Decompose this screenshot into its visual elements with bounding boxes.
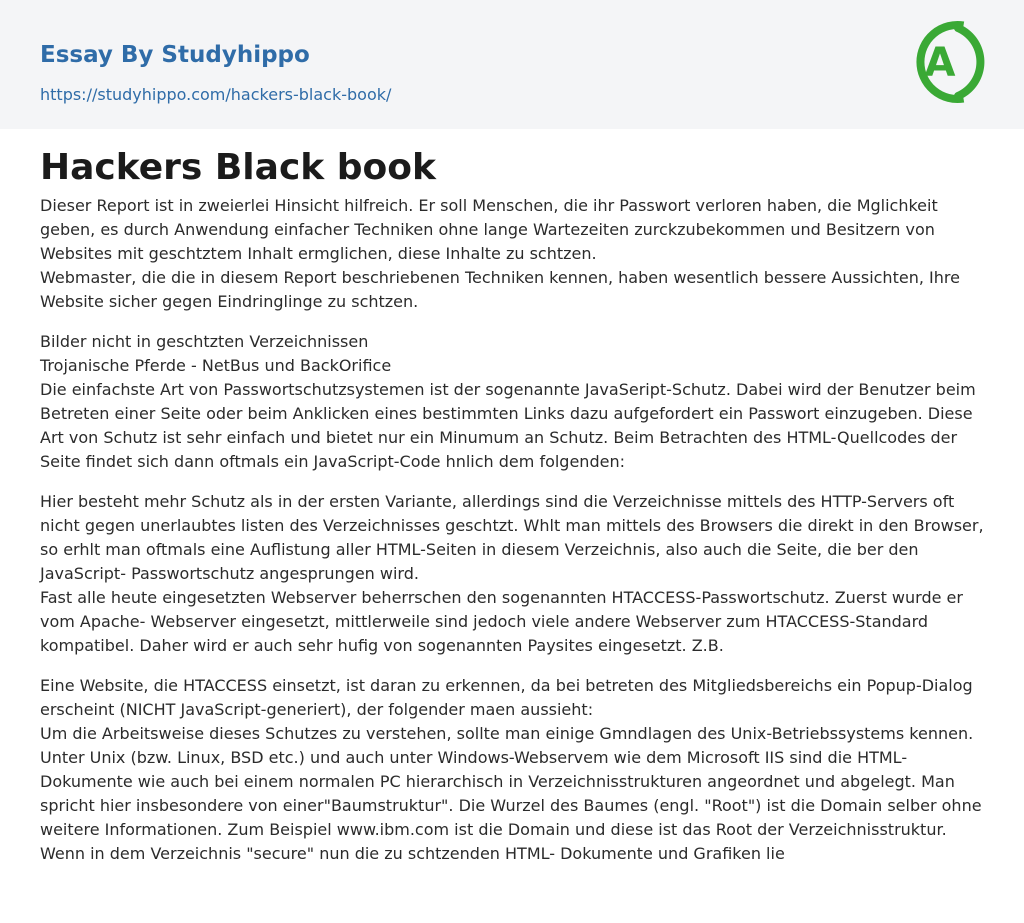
paragraph-line: Hier besteht mehr Schutz als in der ersten Variante, allerdings sind die Verzeichnisse mittels des HTTP-Servers oft nicht gegen unerlaubtes listen des Verzeichnisses geschtzt. Whlt man mittels des Browsers die direkt in den Browser, so erhlt man oftmals eine Auflistung aller HTML-Seiten in diesem Verzeichnis, also auch die Seite, die ber den JavaScript- Passwortschutz angesprungen wird.	[40, 492, 984, 583]
article-body	[40, 146, 990, 882]
paragraph-line: Webmaster, die die in diesem Report beschriebenen Techniken kennen, haben wesentlich bessere Aussichten, Ihre Website sicher gegen Eindringlinge zu schtzen.	[40, 268, 960, 311]
logo-letter: A	[924, 40, 956, 86]
article-paragraph	[40, 330, 990, 474]
paragraph-line: Die einfachste Art von Passwortschutzsystemen ist der sogenannte JavaSeript-Schutz. Dabei wird der Benutzer beim Betreten einer Seite oder beim Anklicken eines bestimmten Links dazu aufgefordert ein Passwort einzugeben. Diese Art von Schutz ist sehr einfach und bietet nur ein Minumum an Schutz. Beim Betrachten des HTML-Quellcodes der Seite findet sich dann oftmals ein JavaScript-Code hnlich dem folgenden:	[40, 380, 976, 471]
paragraph-line: Trojanische Pferde - NetBus und BackOrifice	[40, 356, 392, 375]
site-brand[interactable]: Essay By Studyhippo	[40, 42, 310, 68]
paragraph-line: Bilder nicht in geschtzten Verzeichnissen	[40, 332, 369, 351]
article-paragraphs	[40, 194, 990, 866]
studyhippo-logo-icon[interactable]	[908, 18, 988, 106]
article-url-link[interactable]: https://studyhippo.com/hackers-black-book/	[40, 85, 392, 104]
paragraph-line: Fast alle heute eingesetzten Webserver beherrschen den sogenannten HTACCESS-Passwortschutz. Zuerst wurde er vom Apache- Webserver eingesetzt, mittlerweile sind jedoch viele andere Webserver zum HTACCESS-Standard kompatibel. Daher wird er auch sehr hufig von sogenannten Paysites eingesetzt. Z.B.	[40, 588, 963, 655]
article-paragraph	[40, 490, 990, 658]
paragraph-line: Eine Website, die HTACCESS einsetzt, ist daran zu erkennen, da bei betreten des Mitgliedsbereichs ein Popup-Dialog erscheint (NICHT JavaScript-generiert), der folgender maen aussieht:	[40, 676, 973, 719]
paragraph-line: Dieser Report ist in zweierlei Hinsicht hilfreich. Er soll Menschen, die ihr Passwort verloren haben, die Mglichkeit geben, es durch Anwendung einfacher Techniken ohne lange Wartezeiten zurckzubekommen und Besitzern von Websites mit geschtztem Inhalt ermglichen, diese Inhalte zu schtzen.	[40, 196, 938, 263]
article-title: Hackers Black book	[40, 147, 436, 188]
article-paragraph	[40, 674, 990, 866]
article-paragraph	[40, 194, 990, 314]
paragraph-line: Um die Arbeitsweise dieses Schutzes zu verstehen, sollte man einige Gmndlagen des Unix-Betriebssystems kennen. Unter Unix (bzw. Linux, BSD etc.) und auch unter Windows-Webservem wie dem Microsoft IIS sind die HTML-Dokumente wie auch bei einem normalen PC hierarchisch in Verzeichnisstrukturen angeordnet und abgelegt. Man spricht hier insbesondere von einer"Baumstruktur". Die Wurzel des Baumes (engl. "Root") ist die Domain selber ohne weitere Informationen. Zum Beispiel www.ibm.com ist die Domain und diese ist das Root der Verzeichnisstruktur. Wenn in dem Verzeichnis "secure" nun die zu schtzenden HTML- Dokumente und Grafiken lie	[40, 724, 982, 863]
site-header	[0, 0, 1024, 129]
